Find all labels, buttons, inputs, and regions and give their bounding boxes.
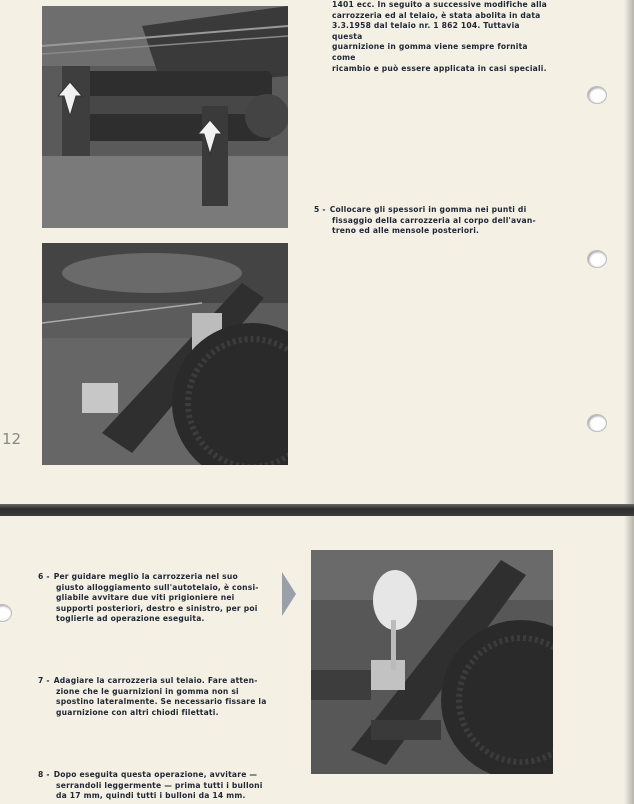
step-line: guarnizione con altri chiodi filettati. [56, 707, 219, 717]
binder-hole-icon [587, 414, 607, 432]
intro-line: guarnizione in gomma viene sempre fornita come [332, 42, 528, 62]
step-number: 8 - [38, 770, 50, 779]
step-line: giusto alloggiamento sull'autotelaio, è consi- [56, 582, 259, 592]
binder-hole-icon [587, 86, 607, 104]
intro-line: carrozzeria ed al telaio, è stata abolita in data [332, 10, 541, 20]
intro-text [332, 0, 552, 74]
step-line: treno ed alle mensole posteriori. [332, 226, 480, 236]
step-8 [38, 770, 276, 802]
page-tab-arrow-icon [282, 572, 296, 616]
page-number: 12 [2, 430, 22, 448]
binder-hole-icon [0, 604, 12, 622]
step-number: 5 - [314, 205, 326, 214]
step-line: serrandoli leggermente — prima tutti i bulloni [56, 780, 263, 790]
step-line: supporti posteriori, destro e sinistro, per poi [56, 603, 258, 613]
step-number: 7 - [38, 676, 50, 685]
photo-stud-bolt-image [311, 550, 553, 774]
page-divider [0, 504, 634, 516]
photo-frame-rear-bracket [42, 243, 288, 465]
bottom-page [0, 516, 634, 804]
page-edge-shadow [624, 516, 634, 804]
intro-line: 3.3.1958 dal telaio nr. 1 862 104. Tuttavia questa [332, 21, 520, 41]
step-line: zione che le guarnizioni in gomma non si [56, 686, 239, 696]
step-line: spostino lateralmente. Se necessario fissare la [56, 697, 267, 707]
photo-front-axle-image [42, 6, 288, 228]
intro-line: 1401 ecc. In seguito a successive modifiche alla [332, 0, 548, 9]
step-line: Adagiare la carrozzeria sul telaio. Fare atten- [53, 676, 258, 685]
step-line: gliabile avvitare due viti prigioniere nei [56, 593, 235, 603]
step-line: fissaggio della carrozzeria al corpo dell'avan- [332, 215, 536, 225]
binder-hole-icon [587, 250, 607, 268]
step-line: Dopo eseguita questa operazione, avvitare — [53, 770, 258, 779]
photo-frame-stud-bolt [311, 550, 553, 774]
photo-rear-bracket-image [42, 243, 288, 465]
step-line: Collocare gli spessori in gomma nei punti di [329, 205, 527, 214]
step-line: toglierle ad operazione eseguita. [56, 614, 205, 624]
intro-line: ricambio e può essere applicata in casi speciali. [332, 63, 547, 73]
step-line: Per guidare meglio la carrozzeria nel suo [53, 572, 238, 581]
step-line: da 17 mm, quindi tutti i bulloni da 14 mm. [56, 791, 246, 801]
step-number: 6 - [38, 572, 50, 581]
photo-frame-front-axle [42, 6, 288, 228]
step-5 [314, 205, 554, 237]
step-7 [38, 676, 276, 718]
page-edge-shadow [624, 0, 634, 504]
step-6 [38, 572, 276, 625]
